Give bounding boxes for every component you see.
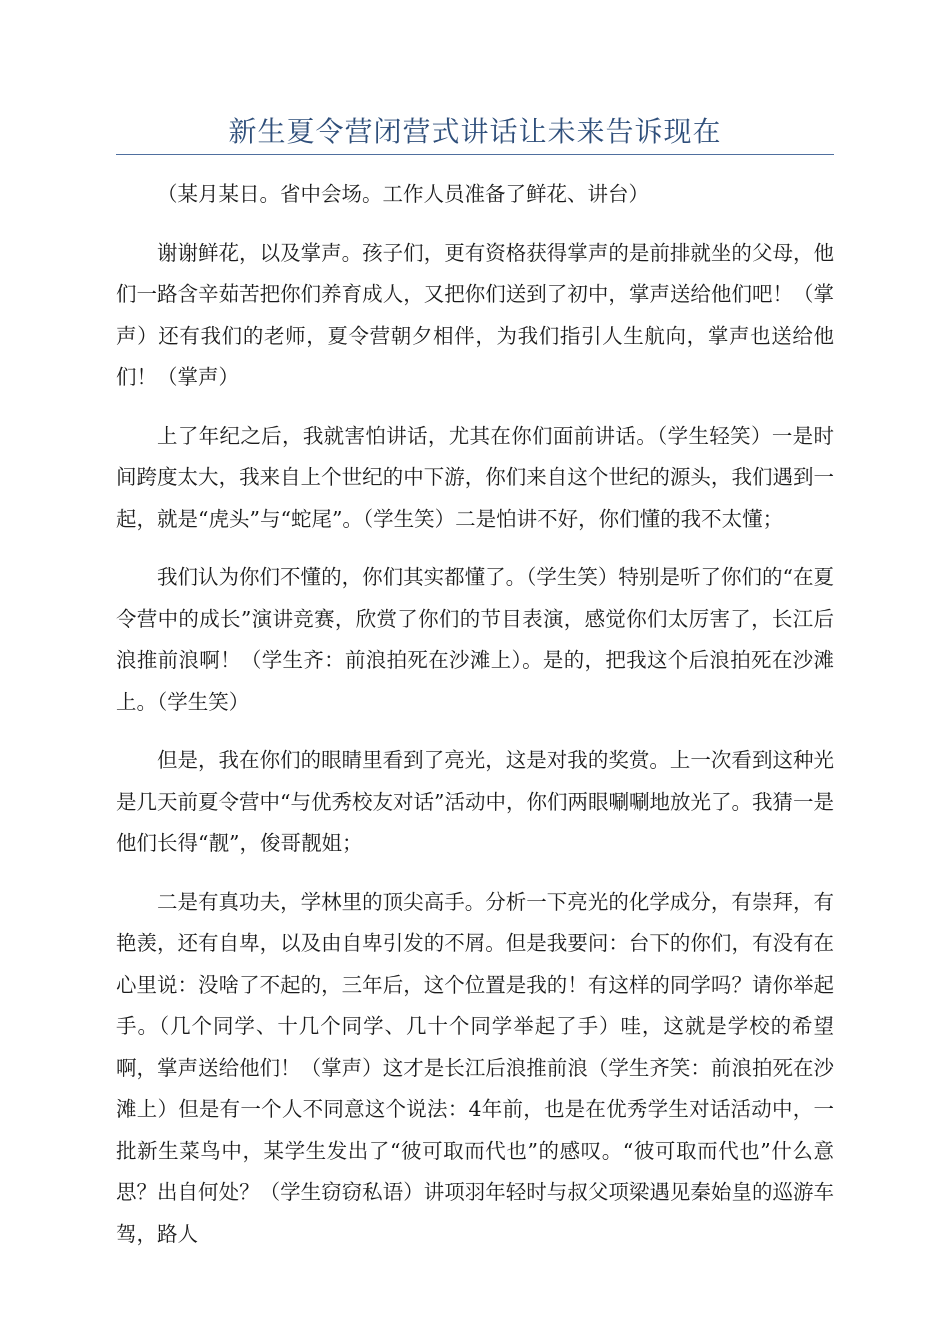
paragraph: 但是，我在你们的眼睛里看到了亮光，这是对我的奖赏。上一次看到这种光是几天前夏令营中“与优秀校友对话”活动中，你们两眼唰唰地放光了。我猜一是他们长得“靓”，俊哥靓姐； xyxy=(116,748,834,855)
title-underline xyxy=(116,154,834,155)
paragraph: 二是有真功夫，学林里的顶尖高手。分析一下亮光的化学成分，有崇拜，有艳羡，还有自卑，以及由自卑引发的不屑。但是我要问：台下的你们，有没有在心里说：没啥了不起的，三年后，这个位置是我的！有这样的同学吗？请你举起手。（几个同学、十几个同学、几十个同学举起了手）哇，这就是学校的希望啊，掌声送给他们！（掌声）这才是长江后浪推前浪（学生齐笑：前浪拍死在沙滩上）但是有一个人不同意这个说法：4年前，也是在优秀学生对话活动中，一批新生菜鸟中，某学生发出了“彼可取而代也”的感叹。“彼可取而代也”什么意思？出自何处？（学生窃窃私语）讲项羽年轻时与叔父项梁遇见秦始皇的巡游车驾，路人 xyxy=(116,889,834,1246)
document-title: 新生夏令营闭营式讲话让未来告诉现在 xyxy=(228,115,722,148)
paragraph-stage-direction: （某月某日。省中会场。工作人员准备了鲜花、讲台） xyxy=(157,182,649,206)
paragraph: 谢谢鲜花，以及掌声。孩子们，更有资格获得掌声的是前排就坐的父母，他们一路含辛茹苦把你们养育成人，又把你们送到了初中，掌声送给他们吧！（掌声）还有我们的老师，夏令营朝夕相伴，为我们指引人生航向，掌声也送给他们！（掌声） xyxy=(116,240,834,389)
paragraph: 我们认为你们不懂的，你们其实都懂了。（学生笑）特别是听了你们的“在夏令营中的成长”演讲竞赛，欣赏了你们的节目表演，感觉你们太厉害了，长江后浪推前浪啊！（学生齐：前浪拍死在沙滩上）。是的，把我这个后浪拍死在沙滩上。（学生笑） xyxy=(116,565,834,714)
document-body xyxy=(116,174,834,1272)
paragraph: 上了年纪之后，我就害怕讲话，尤其在你们面前讲话。（学生轻笑）一是时间跨度太大，我来自上个世纪的中下游，你们来自这个世纪的源头，我们遇到一起，就是“虎头”与“蛇尾”。（学生笑）二是怕讲不好，你们懂的我不太懂； xyxy=(116,423,834,531)
